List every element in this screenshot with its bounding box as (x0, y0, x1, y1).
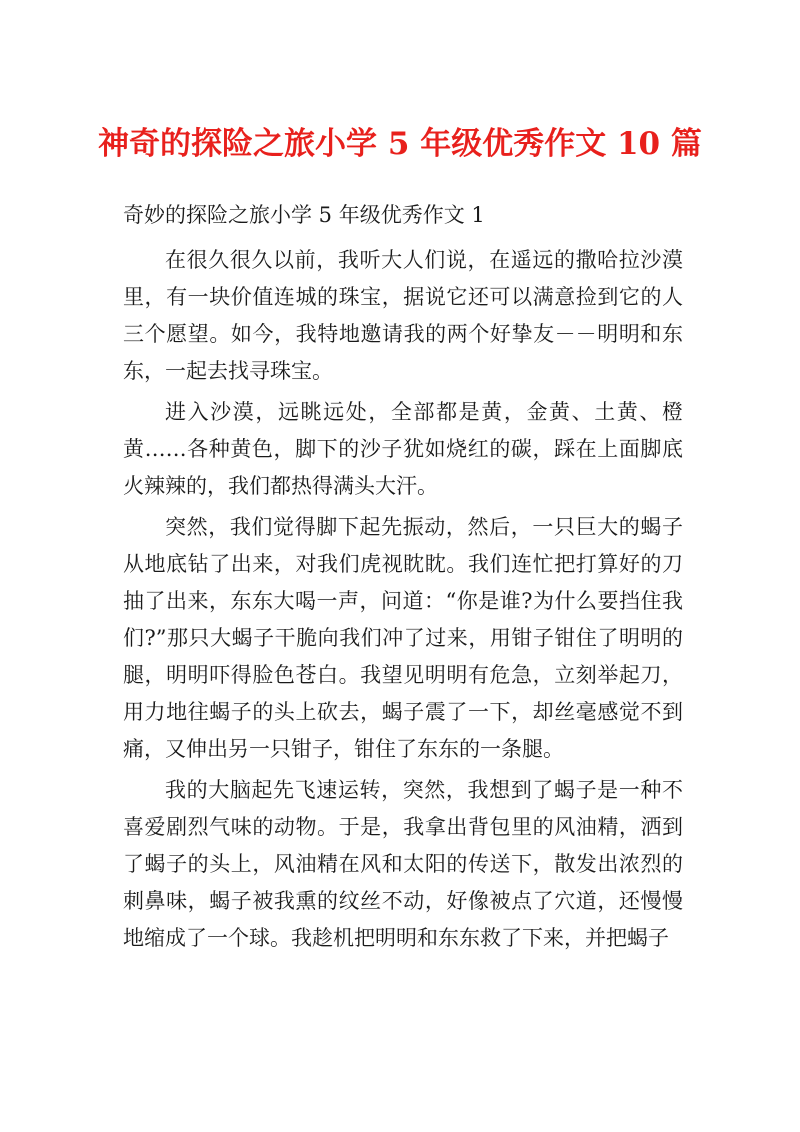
paragraph-4: 我的大脑起先飞速运转，突然，我想到了蝎子是一种不喜爱剧烈气味的动物。于是，我拿出背包里的风油精，洒到了蝎子的头上，风油精在风和太阳的传送下，散发出浓烈的刺鼻味，蝎子被我熏的纹丝不动，好像被点了穴道，还慢慢地缩成了一个球。我趁机把明明和东东救了下来，并把蝎子 (123, 778, 683, 950)
paragraph-1: 在很久很久以前，我听大人们说，在遥远的撒哈拉沙漠里，有一块价值连城的珠宝，据说它还可以满意捡到它的人三个愿望。如今，我特地邀请我的两个好挚友－－明明和东东，一起去找寻珠宝。 (123, 248, 683, 383)
document-body (123, 194, 683, 959)
essay-subtitle: 奇妙的探险之旅小学 5 年级优秀作文 1 (123, 203, 485, 227)
document-title: 神奇的探险之旅小学 5 年级优秀作文 10 篇 (98, 126, 702, 162)
paragraph-2: 进入沙漠，远眺远处，全部都是黄，金黄、土黄、橙黄……各种黄色，脚下的沙子犹如烧红的碳，踩在上面脚底火辣辣的，我们都热得满头大汗。 (123, 400, 683, 498)
paragraph-3: 突然，我们觉得脚下起先振动，然后，一只巨大的蝎子从地底钻了出来，对我们虎视眈眈。我们连忙把打算好的刀抽了出来，东东大喝一声，问道：“你是谁?为什么要挡住我们?”那只大蝎子干脆向我们冲了过来，用钳子钳住了明明的腿，明明吓得脸色苍白。我望见明明有危急，立刻举起刀，用力地往蝎子的头上砍去，蝎子震了一下，却丝毫感觉不到痛，又伸出另一只钳子，钳住了东东的一条腿。 (123, 515, 683, 761)
